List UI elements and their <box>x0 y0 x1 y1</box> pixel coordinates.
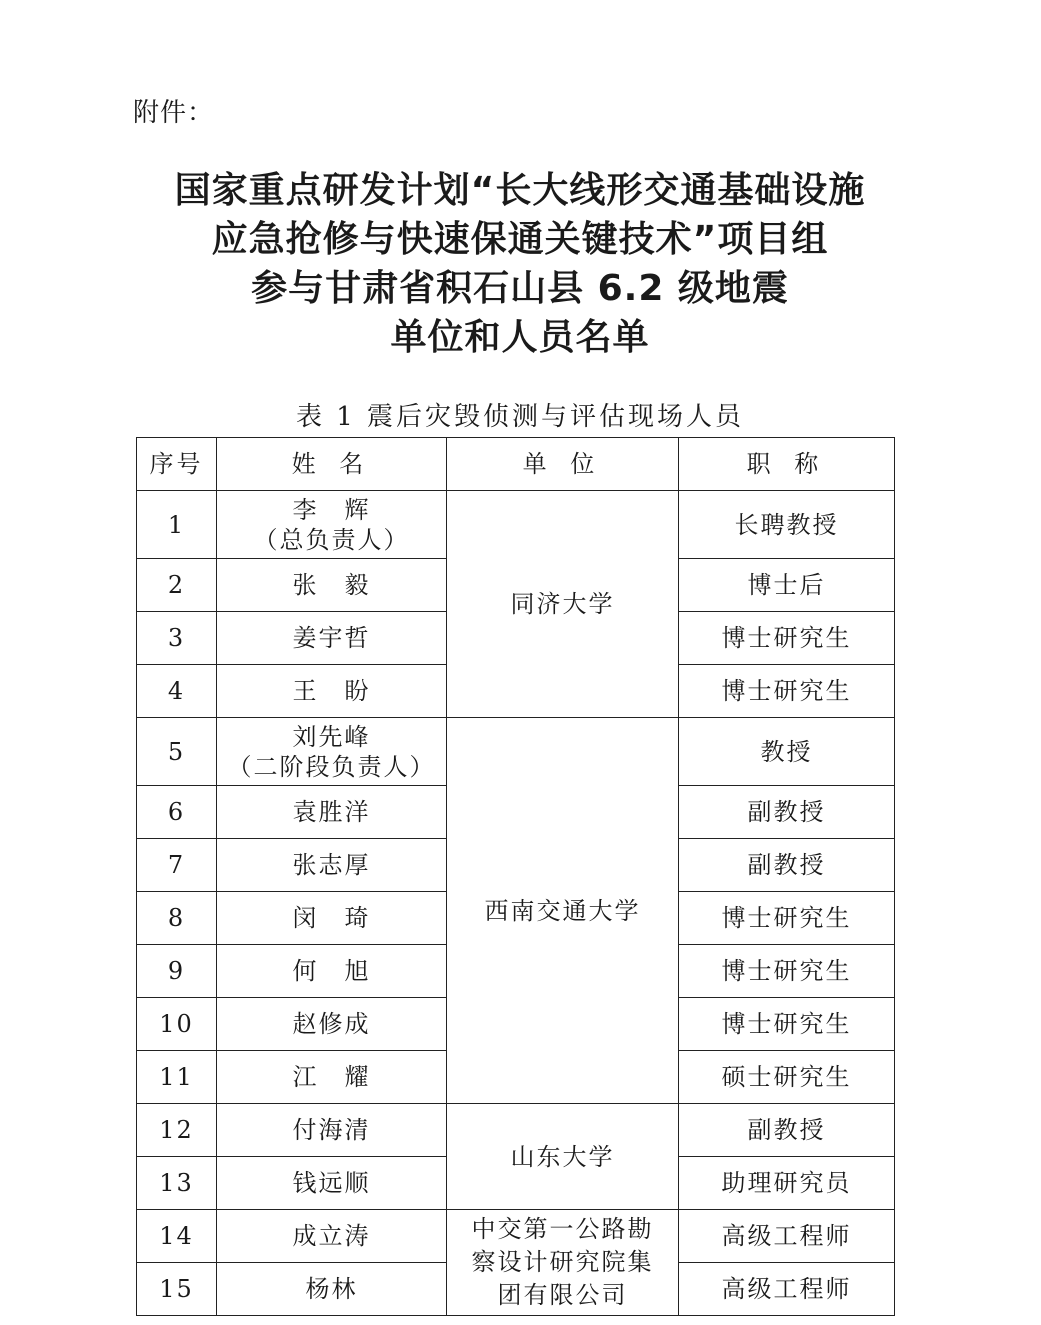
row-name: 钱远顺 <box>217 1157 447 1210</box>
row-seq: 13 <box>137 1157 217 1210</box>
row-name: 张 毅 <box>217 559 447 612</box>
row-name: 成立涛 <box>217 1210 447 1263</box>
row-title: 教授 <box>679 718 895 786</box>
document-title <box>90 166 950 362</box>
row-seq: 12 <box>137 1104 217 1157</box>
row-name-text: 李 辉 <box>292 495 371 524</box>
row-seq: 15 <box>137 1263 217 1316</box>
unit-sdu: 山东大学 <box>447 1104 679 1210</box>
header-name: 姓 名 <box>217 438 447 491</box>
header-title: 职 称 <box>679 438 895 491</box>
row-title: 副教授 <box>679 1104 895 1157</box>
row-title: 副教授 <box>679 839 895 892</box>
row-name: 何 旭 <box>217 945 447 998</box>
unit-tongji: 同济大学 <box>447 491 679 718</box>
row-title: 长聘教授 <box>679 491 895 559</box>
unit-ccccfhdi: 中交第一公路勘察设计研究院集团有限公司 <box>447 1210 679 1316</box>
title-line-1: 国家重点研发计划“长大线形交通基础设施 <box>174 170 866 211</box>
table-row <box>137 718 895 786</box>
row-seq: 8 <box>137 892 217 945</box>
row-seq: 6 <box>137 786 217 839</box>
row-title: 博士研究生 <box>679 998 895 1051</box>
table-row <box>137 491 895 559</box>
unit-swjtu: 西南交通大学 <box>447 718 679 1104</box>
row-name-note: （二阶段负责人） <box>227 752 436 781</box>
row-name-note: （总负责人） <box>253 525 410 554</box>
row-name: 江 耀 <box>217 1051 447 1104</box>
row-seq: 14 <box>137 1210 217 1263</box>
row-seq: 5 <box>137 718 217 786</box>
row-name-text: 刘先峰 <box>292 722 371 751</box>
table-header-row <box>137 438 895 491</box>
row-name: 姜宇哲 <box>217 612 447 665</box>
row-seq: 1 <box>137 491 217 559</box>
title-line-3: 参与甘肃省积石山县 6.2 级地震 <box>251 268 789 309</box>
personnel-table <box>136 437 895 1316</box>
header-unit: 单 位 <box>447 438 679 491</box>
title-line-2: 应急抢修与快速保通关键技术”项目组 <box>211 219 829 260</box>
row-title: 博士研究生 <box>679 665 895 718</box>
row-title: 硕士研究生 <box>679 1051 895 1104</box>
title-line-4: 单位和人员名单 <box>390 317 650 358</box>
table-caption: 表 1 震后灾毁侦测与评估现场人员 <box>295 402 745 432</box>
header-seq: 序号 <box>137 438 217 491</box>
row-seq: 7 <box>137 839 217 892</box>
row-title: 博士后 <box>679 559 895 612</box>
row-name: 袁胜洋 <box>217 786 447 839</box>
row-title: 高级工程师 <box>679 1263 895 1316</box>
row-name <box>217 491 447 559</box>
row-title: 助理研究员 <box>679 1157 895 1210</box>
row-seq: 2 <box>137 559 217 612</box>
row-name <box>217 718 447 786</box>
row-name: 杨林 <box>217 1263 447 1316</box>
row-seq: 11 <box>137 1051 217 1104</box>
row-name: 张志厚 <box>217 839 447 892</box>
row-name: 王 盼 <box>217 665 447 718</box>
table-row <box>137 1210 895 1263</box>
table-row <box>137 1104 895 1157</box>
row-title: 博士研究生 <box>679 892 895 945</box>
row-title: 博士研究生 <box>679 945 895 998</box>
row-name: 赵修成 <box>217 998 447 1051</box>
row-seq: 9 <box>137 945 217 998</box>
row-seq: 4 <box>137 665 217 718</box>
row-name: 闵 琦 <box>217 892 447 945</box>
attachment-label: 附件： <box>133 98 215 128</box>
row-title: 博士研究生 <box>679 612 895 665</box>
row-seq: 10 <box>137 998 217 1051</box>
row-title: 副教授 <box>679 786 895 839</box>
row-title: 高级工程师 <box>679 1210 895 1263</box>
row-seq: 3 <box>137 612 217 665</box>
row-name: 付海清 <box>217 1104 447 1157</box>
